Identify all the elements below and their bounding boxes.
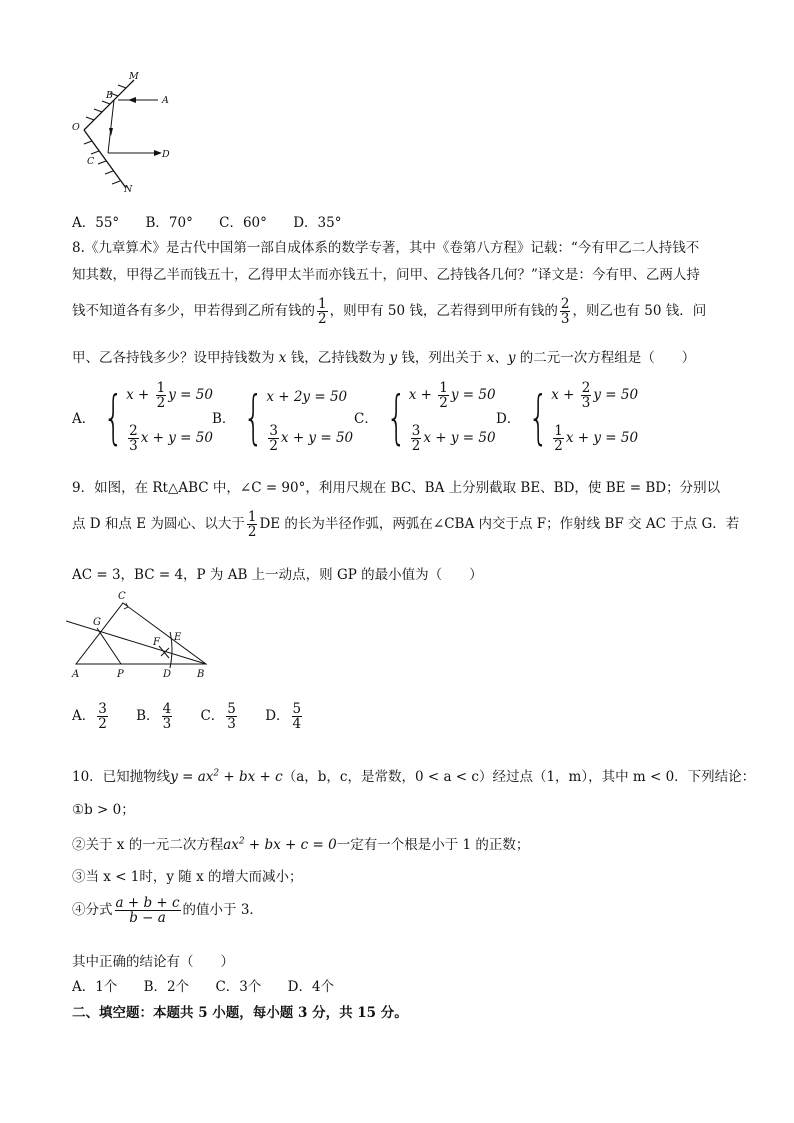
q10-option-c[interactable]: C．3个 bbox=[215, 979, 262, 995]
fraction-2-3: $\frac{2}{3}$ bbox=[560, 296, 570, 328]
q10-conclusion-2: ②关于 x 的一元二次方程$ax^2$ + bx + c = 0一定有一个根是小于 1 的正数； bbox=[72, 836, 530, 853]
q8-line3-part1: 钱不知道各有多少，甲若得到乙所有钱的 bbox=[72, 303, 315, 320]
q7-option-d[interactable]: D．35° bbox=[293, 215, 342, 231]
fraction-1-2: $\frac{1}{2}$ bbox=[247, 509, 257, 541]
q7-option-b[interactable]: B．70° bbox=[145, 215, 193, 231]
fig9-label-A: A bbox=[72, 669, 80, 680]
q8-line4-part2: 钱，乙持钱数为 bbox=[290, 350, 386, 366]
q9-option-c-label: C． bbox=[200, 708, 225, 725]
q8-option-c[interactable]: C． { x + $\frac{1}{2}$ y = 50 $\frac{3}{2}$ x + y = 50 bbox=[354, 380, 496, 454]
q10-ask: 其中正确的结论有（ ） bbox=[72, 954, 234, 970]
fig7-label-C: C bbox=[87, 156, 95, 167]
q9-option-d-label: D． bbox=[265, 708, 290, 725]
q9-options bbox=[72, 702, 304, 731]
q9-line3: AC = 3，BC = 4，P 为 AB 上一动点，则 GP 的最小值为（ ） bbox=[72, 567, 483, 583]
q9-option-c-num: 5 bbox=[227, 701, 236, 717]
fig9-label-D: D bbox=[163, 669, 172, 680]
q10-c4-part2: 的值小于 3． bbox=[182, 902, 263, 919]
q10-option-a[interactable]: A．1个 bbox=[72, 979, 118, 995]
q7-option-c[interactable]: C．60° bbox=[219, 215, 267, 231]
q9-option-a-label: A． bbox=[72, 708, 96, 725]
section-2-heading: 二、填空题：本题共 5 小题，每小题 3 分，共 15 分。 bbox=[72, 1005, 408, 1021]
q10-conclusion-1: ①b > 0； bbox=[72, 802, 135, 818]
fraction-1-2: $\frac{1}{2}$ bbox=[318, 296, 327, 328]
q9-option-b-label: B． bbox=[136, 708, 160, 725]
q9-option-c[interactable] bbox=[200, 701, 238, 733]
q8-option-a-label: A． bbox=[72, 411, 96, 427]
q8-option-a[interactable]: A． { x + $\frac{1}{2}$ y = 50 $\frac{2}{3}$ x + y = 50 bbox=[72, 380, 213, 454]
q8-line4: 甲、乙各持钱多少？设甲持钱数为 x 钱，乙持钱数为 y 钱，列出关于 x、y 的二元一次方程组是（ ） bbox=[72, 350, 696, 366]
q7-options bbox=[72, 211, 363, 231]
q8-line1: 8.《九章算术》是古代中国第一部自成体系的数学专著，其中《卷第八方程》记载：“今有甲乙二人持钱不 bbox=[72, 240, 700, 256]
fig9-label-F: F bbox=[153, 637, 160, 648]
q7-option-a[interactable]: A．55° bbox=[72, 215, 120, 231]
q8-line4-part3: 钱，列出关于 bbox=[401, 350, 483, 366]
q9-option-b-den: 3 bbox=[162, 716, 172, 733]
q8-line3-part2: ，则甲有 50 钱，乙若得到甲所有钱的 bbox=[329, 303, 558, 320]
q10-c2-part1: ②关于 x 的一元二次方程 bbox=[72, 837, 224, 853]
fig9-label-B: B bbox=[197, 669, 205, 680]
fig7-label-B: B bbox=[106, 90, 113, 101]
q9-option-d-den: 4 bbox=[292, 716, 302, 733]
q10-c2-part2: 一定有一个根是小于 1 的正数； bbox=[336, 837, 530, 853]
q7-figure bbox=[68, 70, 188, 195]
fig7-label-A: A bbox=[162, 95, 169, 106]
q9-option-a-den: 2 bbox=[98, 716, 107, 733]
q8-option-d-label: D． bbox=[496, 411, 521, 427]
fig9-label-C: C bbox=[118, 591, 126, 602]
q10-option-d[interactable]: D．4个 bbox=[287, 979, 335, 995]
fig7-label-O: O bbox=[72, 122, 80, 133]
fig7-label-N: N bbox=[124, 184, 133, 195]
q10-c4-part1: ④分式 bbox=[72, 902, 113, 919]
q10-fraction bbox=[115, 896, 181, 925]
fig9-label-P: P bbox=[117, 669, 124, 680]
q8-line4-part1: 甲、乙各持钱多少？设甲持钱数为 bbox=[72, 350, 275, 366]
q8-line4-part4: 的二元一次方程组是（ ） bbox=[519, 350, 696, 366]
q9-line2 bbox=[72, 510, 739, 539]
fig9-label-G: G bbox=[93, 617, 101, 628]
q8-option-b-label: B． bbox=[212, 411, 236, 427]
q8-line3-part3: ，则乙也有 50 钱．问 bbox=[572, 303, 707, 320]
q9-line1: 9．如图，在 Rt△ABC 中，∠C = 90°，利用尺规在 BC、BA 上分别截取 BE、BD，使 BE = BD；分别以 bbox=[72, 480, 721, 496]
q9-option-c-den: 3 bbox=[227, 716, 236, 733]
q8-line3 bbox=[72, 297, 706, 326]
fig9-label-E: E bbox=[174, 632, 182, 643]
q8-option-c-label: C． bbox=[354, 411, 378, 427]
q8-option-d[interactable]: D． { x + $\frac{2}{3}$ y = 50 $\frac{1}{2}$ x + y = 50 bbox=[496, 380, 639, 454]
q9-option-a-num: 3 bbox=[98, 701, 107, 717]
fig7-label-D: D bbox=[162, 149, 170, 160]
q10-fraction-den: b − a bbox=[129, 910, 166, 927]
q9-option-a[interactable] bbox=[72, 701, 110, 733]
q9-figure bbox=[66, 588, 216, 683]
q8-line2: 知其数，甲得乙半而钱五十，乙得甲太半而亦钱五十，问甲、乙持钱各几何？”译文是：今有甲、乙两人持 bbox=[72, 267, 700, 283]
q10-line1-part2: （a，b，c，是常数，0 < a < c）经过点（1，m），其中 m < 0．下列结论： bbox=[282, 769, 756, 785]
q10-line1: 10．已知抛物线$y = ax^2$ + bx + c（a，b，c，是常数，0 < a < c）经过点（1，m），其中 m < 0．下列结论： bbox=[72, 768, 756, 785]
q9-option-b-num: 4 bbox=[162, 701, 172, 717]
q10-option-b[interactable]: B．2个 bbox=[143, 979, 190, 995]
q9-line2-part2: DE 的长为半径作弧，两弧在∠CBA 内交于点 F；作射线 BF 交 AC 于点 G．若 bbox=[259, 516, 740, 533]
q9-option-d[interactable] bbox=[265, 701, 304, 733]
q10-options bbox=[72, 975, 356, 995]
q10-line1-part1: 10．已知抛物线 bbox=[72, 769, 171, 785]
q10-fraction-num: a + b + c bbox=[115, 895, 180, 911]
q9-line2-part1: 点 D 和点 E 为圆心、以大于 bbox=[72, 516, 245, 533]
q9-option-d-num: 5 bbox=[292, 701, 302, 717]
q10-conclusion-4 bbox=[72, 896, 263, 925]
q9-option-b[interactable] bbox=[136, 701, 174, 733]
q8-option-b[interactable]: B． { x + 2y = 50 $\frac{3}{2}$ x + y = 50 bbox=[212, 383, 354, 454]
fig7-label-M: M bbox=[129, 71, 139, 82]
q10-conclusion-3: ③当 x < 1时，y 随 x 的增大而减小； bbox=[72, 869, 303, 885]
